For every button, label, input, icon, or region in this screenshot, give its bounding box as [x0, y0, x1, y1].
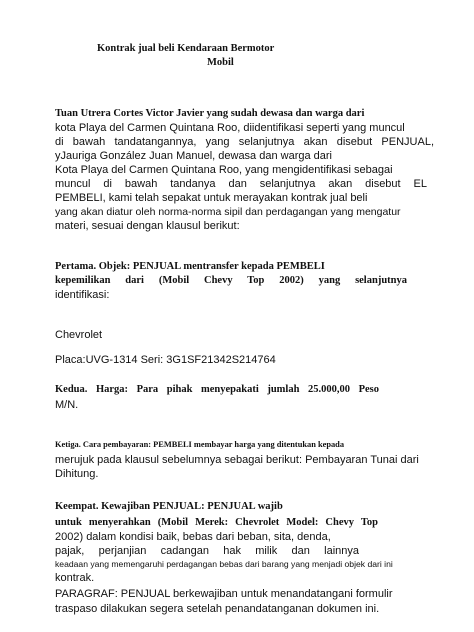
- ketiga-lead: Ketiga. Cara pembayaran: PEMBELI membayar harga yang ditentukan kepada: [55, 440, 345, 449]
- intro-line-2: di bawah tandatangannya, yang selanjutnya akan disebut PENJUAL,: [55, 136, 434, 148]
- ketiga-line-2: merujuk pada klausul sebelumnya sebagai berikut: Pembayaran Tunai dari: [55, 454, 419, 466]
- intro-lead: Tuan Utrera Cortes Victor Javier yang sudah dewasa dan warga dari: [55, 108, 365, 119]
- intro-line-6: PEMBELI, kami telah sepakat untuk merayakan kontrak jual beli: [55, 192, 368, 204]
- keempat-lead: Keempat. Kewajiban PENJUAL: PENJUAL wajib: [55, 501, 283, 512]
- intro-line-3: yJauriga González Juan Manuel, dewasa dan warga dari: [55, 150, 332, 162]
- pertama-line-3: identifikasi:: [55, 289, 110, 301]
- kedua-lead: Kedua. Harga: Para pihak menyepakati jumlah 25.000,00 Peso: [55, 384, 379, 395]
- keempat-line-5: keadaan yang memengaruhi perdagangan bebas dari barang yang menjadi objek dari ini: [55, 559, 393, 569]
- keempat-line-6: kontrak.: [55, 572, 95, 584]
- vehicle-brand: Chevrolet: [55, 329, 103, 341]
- vehicle-plate: Placa:UVG-1314 Seri: 3G1SF21342S214764: [55, 354, 276, 366]
- ketiga-line-3: Dihitung.: [55, 468, 99, 480]
- pertama-line-2: kepemilikan dari (Mobil Chevy Top 2002) yang selanjutnya: [55, 275, 407, 286]
- intro-line-1: kota Playa del Carmen Quintana Roo, diidentifikasi seperti yang muncul: [55, 122, 405, 134]
- keempat-line-3: 2002) dalam kondisi baik, bebas dari beban, sita, denda,: [55, 531, 331, 543]
- paragraf-line-2: traspaso dilakukan segera setelah penandatanganan dokumen ini.: [55, 603, 380, 615]
- kedua-line-2: M/N.: [55, 399, 79, 411]
- keempat-line-2: untuk menyerahkan (Mobil Merek: Chevrolet Model: Chevy Top: [55, 517, 378, 528]
- pertama-lead: Pertama. Objek: PENJUAL mentransfer kepada PEMBELI: [55, 261, 325, 272]
- keempat-line-4: pajak, perjanjian cadangan hak milik dan lainnya: [55, 545, 359, 557]
- intro-line-5: muncul di bawah tandanya dan selanjutnya akan disebut EL: [55, 178, 427, 190]
- document-title-line1: Kontrak jual beli Kendaraan Bermotor: [97, 43, 275, 54]
- intro-line-7: yang akan diatur oleh norma-norma sipil dan perdagangan yang mengatur: [55, 206, 401, 218]
- intro-line-4: Kota Playa del Carmen Quintana Roo, yang mengidentifikasi sebagai: [55, 164, 393, 176]
- document-title-line2: Mobil: [207, 57, 234, 68]
- paragraf-line-1: PARAGRAF: PENJUAL berkewajiban untuk menandatangani formulir: [55, 588, 393, 600]
- intro-line-8: materi, sesuai dengan klausul berikut:: [55, 220, 240, 232]
